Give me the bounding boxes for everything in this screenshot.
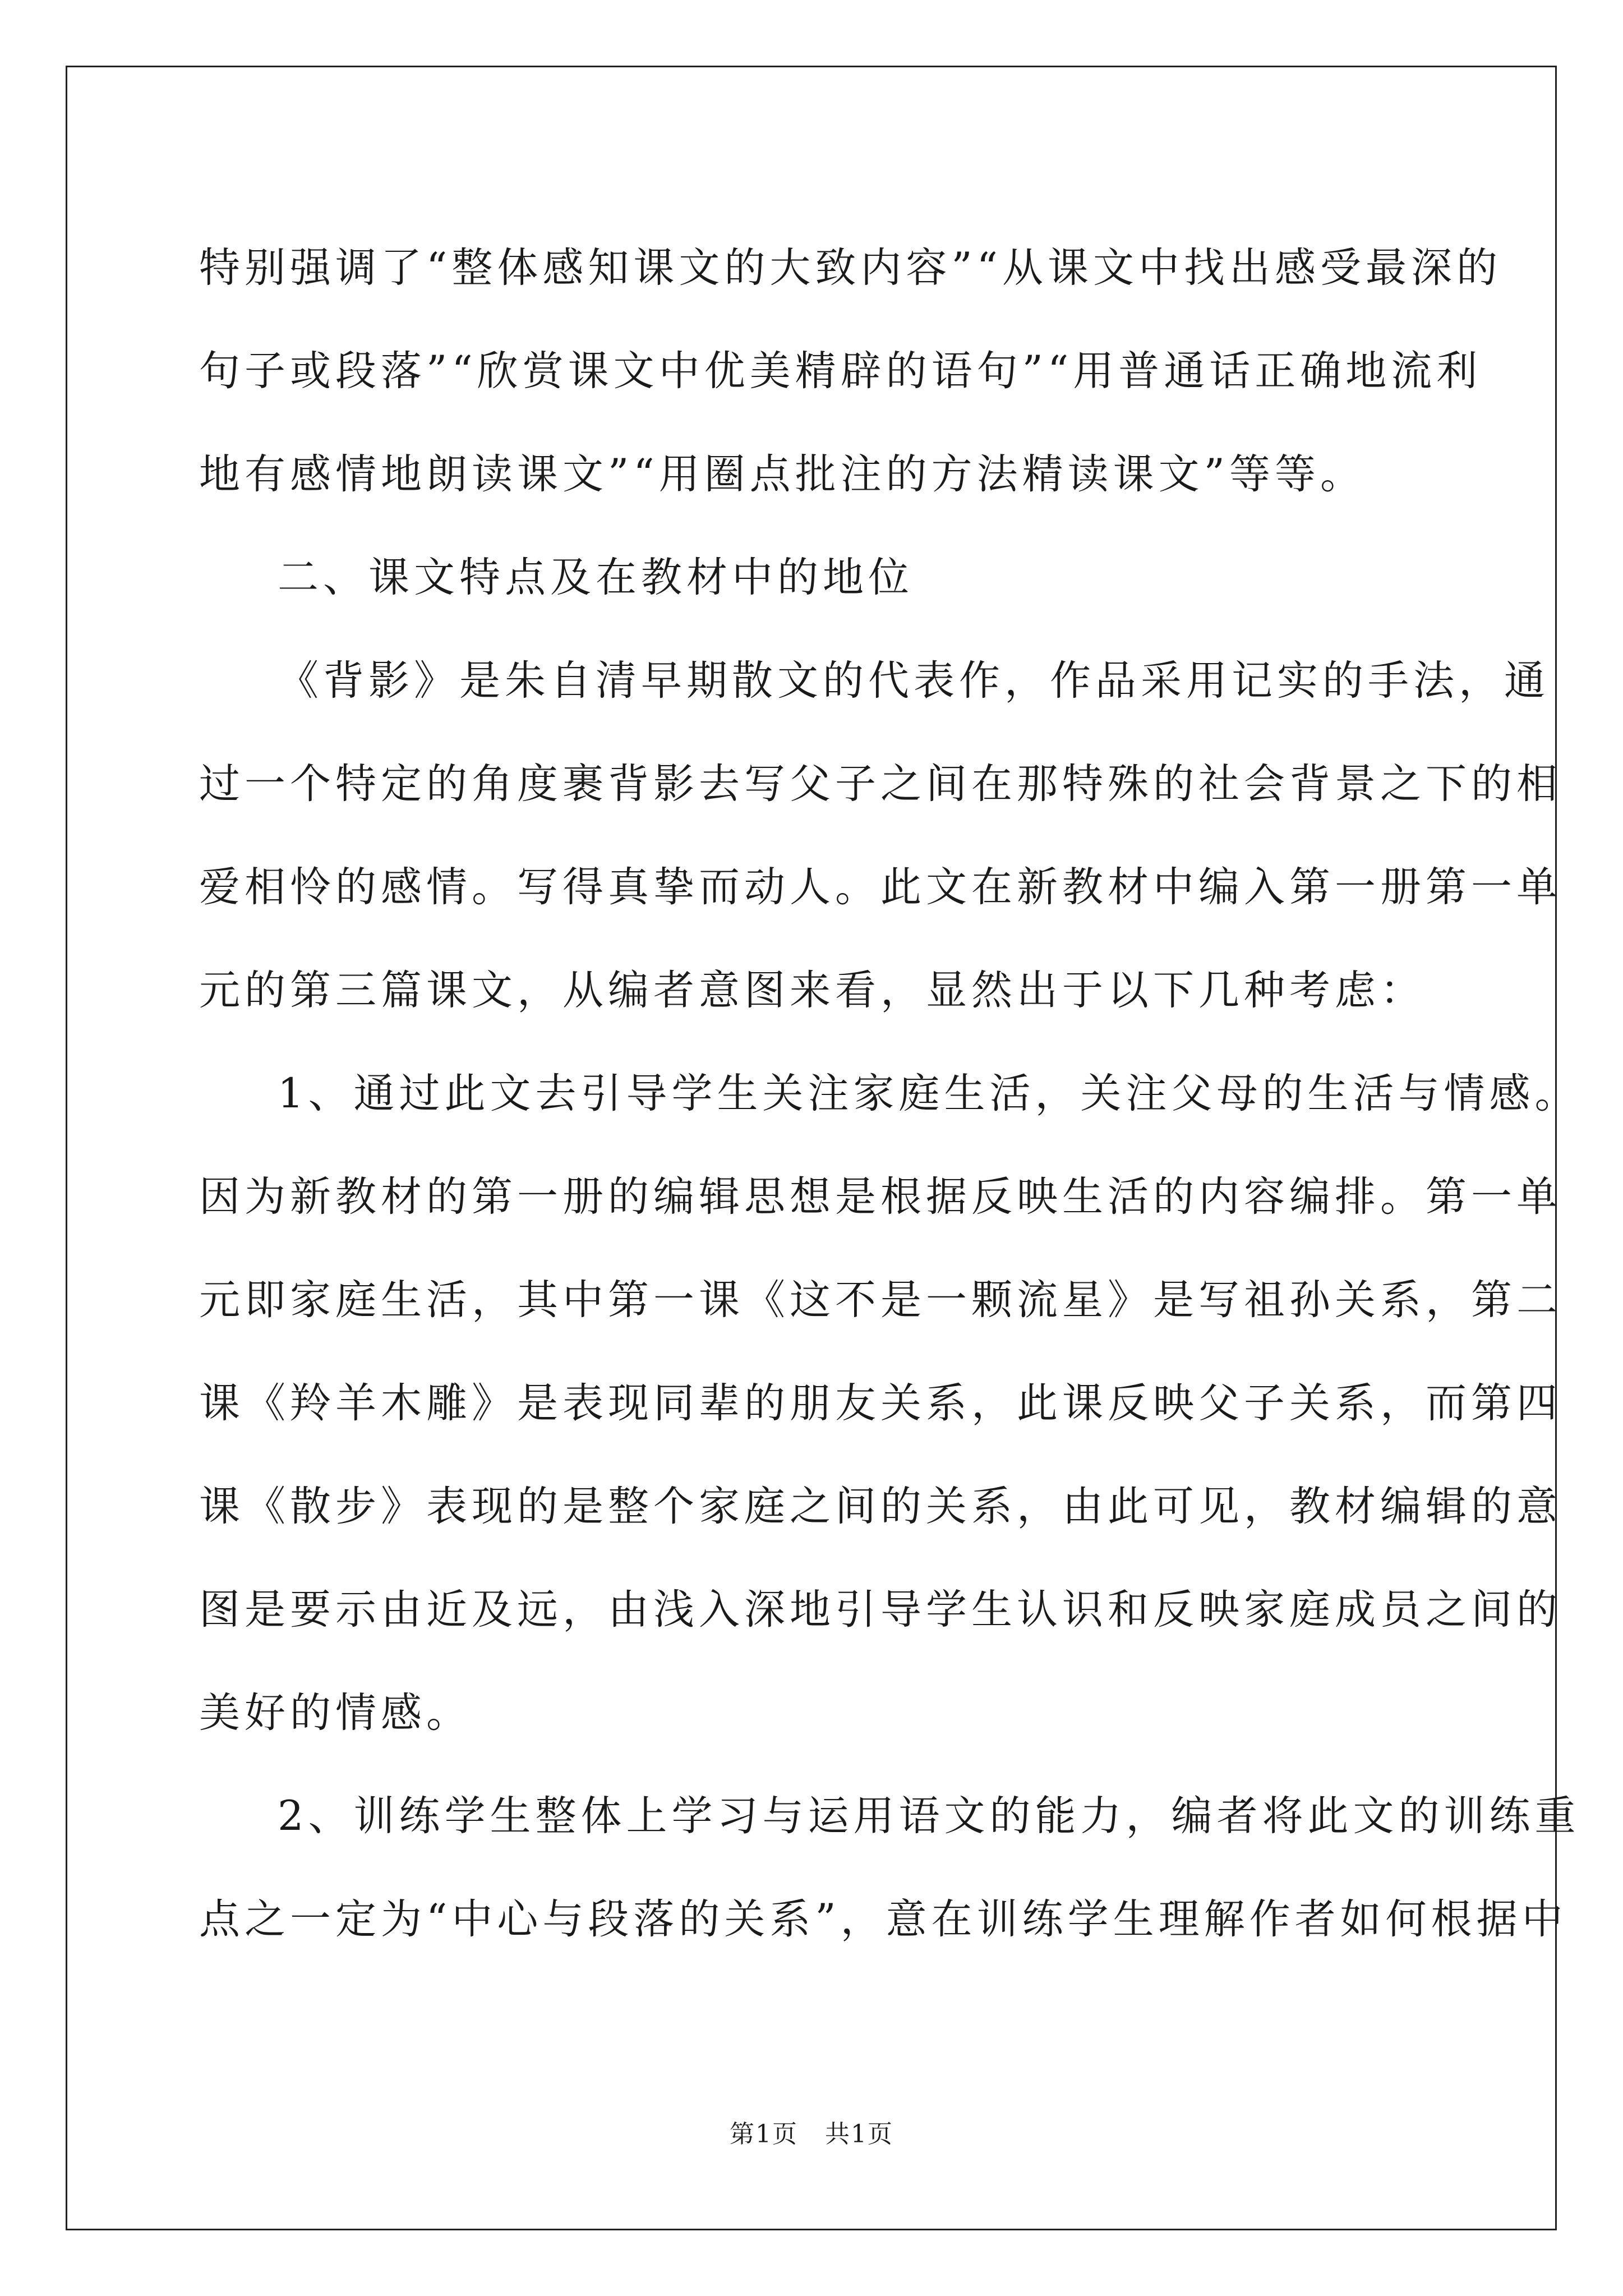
document-body xyxy=(199,212,1580,1967)
text-line: 特别强调了“整体感知课文的大致内容”“从课文中找出感受最深的 xyxy=(199,243,1502,292)
section-heading: 二、课文特点及在教材中的地位 xyxy=(278,553,914,601)
text-line: 《背影》是朱自清早期散文的代表作，作品采用记实的手法，通 xyxy=(278,656,1550,705)
text-line: 过一个特定的角度裹背影去写父子之间在那特殊的社会背景之下的相 xyxy=(199,760,1562,808)
text-line: 爱相怜的感情。写得真挚而动人。此文在新教材中编入第一册第一单 xyxy=(199,863,1562,911)
page-footer: 第1页 共1页 xyxy=(730,2120,893,2148)
text-line: 美好的情感。 xyxy=(199,1688,472,1737)
text-line: 1、通过此文去引导学生关注家庭生活，关注父母的生活与情感。 xyxy=(278,1069,1580,1117)
text-line: 元的第三篇课文，从编者意图来看，显然出于以下几种考虑： xyxy=(199,966,1426,1014)
text-line: 课《散步》表现的是整个家庭之间的关系，由此可见，教材编辑的意 xyxy=(199,1482,1562,1530)
text-line: 元即家庭生活，其中第一课《这不是一颗流星》是写祖孙关系，第二 xyxy=(199,1276,1562,1324)
text-line: 句子或段落”“欣赏课文中优美精辟的语句”“用普通话正确地流利 xyxy=(199,347,1482,395)
text-line: 地有感情地朗读课文”“用圈点批注的方法精读课文”等等。 xyxy=(199,450,1366,498)
text-line: 2、训练学生整体上学习与运用语文的能力，编者将此文的训练重 xyxy=(278,1792,1580,1840)
text-line: 课《羚羊木雕》是表现同辈的朋友关系，此课反映父子关系，而第四 xyxy=(199,1379,1562,1427)
text-line: 点之一定为“中心与段落的关系”，意在训练学生理解作者如何根据中 xyxy=(199,1895,1567,1943)
text-line: 因为新教材的第一册的编辑思想是根据反映生活的内容编排。第一单 xyxy=(199,1172,1562,1221)
text-line: 图是要示由近及远，由浅入深地引导学生认识和反映家庭成员之间的 xyxy=(199,1585,1562,1634)
